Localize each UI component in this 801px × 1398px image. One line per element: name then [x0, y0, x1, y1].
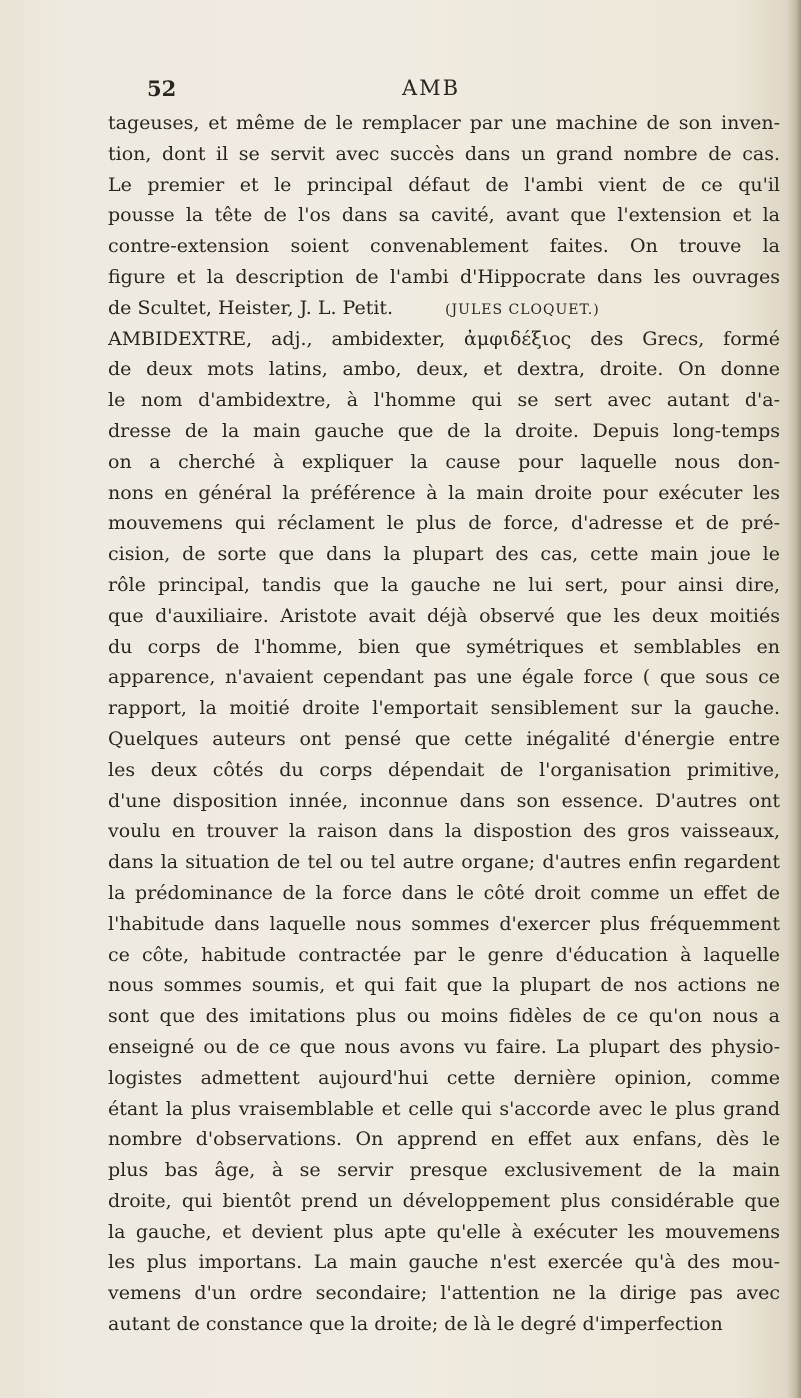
text-line: contre-extension soient convenablement faites. On trouve la [108, 235, 780, 258]
text-line: ce côte, habitude contractée par le genre d'éducation à laquelle [108, 943, 780, 966]
text-line: AMBIDEXTRE, adj., ambidexter, ἀμφιδέξιος des Grecs, formé [108, 327, 780, 350]
text-line: figure et la description de l'ambi d'Hippocrate dans les ouvrages [108, 265, 780, 288]
text-line: dresse de la main gauche que de la droite. Depuis long-temps [108, 419, 780, 442]
signature-line [108, 293, 780, 324]
text-line: les deux côtés du corps dépendait de l'organisation primitive, [108, 758, 780, 781]
text-line: apparence, n'avaient cependant pas une égale force ( que sous ce [108, 666, 780, 689]
text-line: pousse la tête de l'os dans sa cavité, avant que l'extension et la [108, 204, 780, 227]
text-line: rôle principal, tandis que la gauche ne lui sert, pour ainsi dire, [108, 573, 780, 596]
page-header [147, 76, 707, 106]
text-line: que d'auxiliaire. Aristote avait déjà observé que les deux moitiés [108, 604, 780, 627]
text-line: enseigné ou de ce que nous avons vu faire. La plupart des physio- [108, 1035, 780, 1058]
text-line: les plus importans. La main gauche n'est exercée qu'à des mou- [108, 1251, 780, 1274]
body-text [108, 108, 780, 1340]
text-line: la prédominance de la force dans le côté droit comme un effet de [108, 881, 780, 904]
text-line: nombre d'observations. On apprend en effet aux enfans, dès le [108, 1128, 780, 1151]
text-line: nous sommes soumis, et qui fait que la plupart de nos actions ne [108, 974, 780, 997]
text-line: mouvemens qui réclament le plus de force, d'adresse et de pré- [108, 512, 780, 535]
text-line: la gauche, et devient plus apte qu'elle à exécuter les mouvemens [108, 1220, 780, 1243]
text-line: d'une disposition innée, inconnue dans son essence. D'autres ont [108, 789, 780, 812]
text-line: le nom d'ambidextre, à l'homme qui se sert avec autant d'a- [108, 389, 780, 412]
text-line: voulu en trouver la raison dans la dispostion des gros vaisseaux, [108, 820, 780, 843]
running-head: AMB [402, 76, 461, 100]
text-line: Le premier et le principal défaut de l'ambi vient de ce qu'il [108, 173, 780, 196]
text-line: logistes admettent aujourd'hui cette dernière opinion, comme [108, 1066, 780, 1089]
text-line: l'habitude dans laquelle nous sommes d'exercer plus fréquemment [108, 912, 780, 935]
text-line: sont que des imitations plus ou moins fidèles de ce qu'on nous a [108, 1005, 780, 1028]
author-signature: (JULES CLOQUET.) [445, 301, 600, 318]
text-line: étant la plus vraisemblable et celle qui s'accorde avec le plus grand [108, 1097, 780, 1120]
page-edge-shadow [787, 0, 801, 1398]
text-line: on a cherché à expliquer la cause pour laquelle nous don- [108, 450, 780, 473]
text-line: autant de constance que la droite; de là le degré d'imperfection [108, 1313, 723, 1336]
text-line: vemens d'un ordre secondaire; l'attention ne la dirige pas avec [108, 1282, 780, 1305]
text-line: rapport, la moitié droite l'emportait sensiblement sur la gauche. [108, 697, 780, 720]
signature-line-text: de Scultet, Heister, J. L. Petit. [108, 296, 394, 319]
text-line: tageuses, et même de le remplacer par une machine de son inven- [108, 112, 780, 134]
page-number: 52 [147, 76, 177, 101]
text-line: du corps de l'homme, bien que symétriques et semblables en [108, 635, 780, 658]
text-line: cision, de sorte que dans la plupart des cas, cette main joue le [108, 543, 780, 566]
text-line: tion, dont il se servit avec succès dans un grand nombre de cas. [108, 142, 780, 165]
text-line: plus bas âge, à se servir presque exclusivement de la main [108, 1159, 780, 1182]
text-line: droite, qui bientôt prend un développement plus considérable que [108, 1189, 780, 1212]
text-line: nons en général la préférence à la main droite pour exécuter les [108, 481, 780, 504]
text-line: dans la situation de tel ou tel autre organe; d'autres enfin regardent [108, 851, 780, 874]
text-line: Quelques auteurs ont pensé que cette inégalité d'énergie entre [108, 727, 780, 750]
text-line: de deux mots latins, ambo, deux, et dextra, droite. On donne [108, 358, 780, 381]
